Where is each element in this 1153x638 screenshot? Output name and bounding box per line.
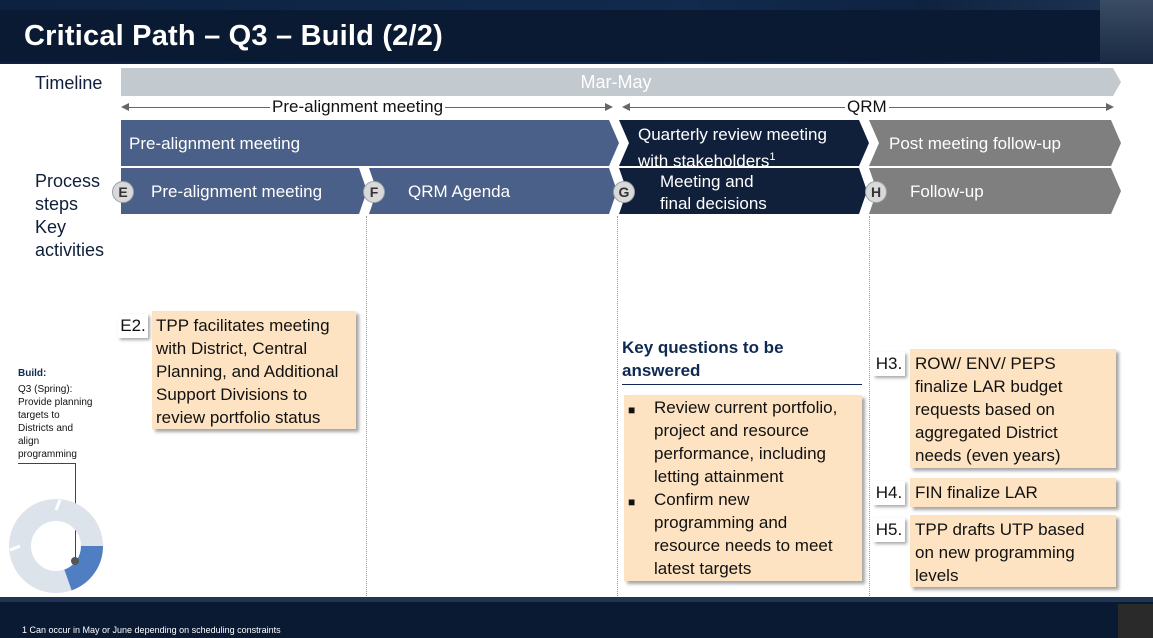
text-line: programming and xyxy=(654,513,788,532)
key-activities-label-line1: Key xyxy=(35,217,67,237)
footer-strip xyxy=(0,597,1153,602)
text-line: needs (even years) xyxy=(915,446,1061,465)
text-line: review portfolio status xyxy=(156,408,321,427)
bullet-icon: ■ xyxy=(628,403,636,417)
text-line: TPP drafts UTP based xyxy=(915,520,1085,539)
activity-card-e2 xyxy=(152,311,356,429)
text-line: Confirm new xyxy=(654,490,750,509)
text-line: ROW/ ENV/ PEPS xyxy=(915,354,1056,373)
header-photo-strip xyxy=(1100,0,1153,64)
text-line: TPP facilitates meeting xyxy=(156,316,330,335)
activity-code-h3: H3. xyxy=(873,352,905,376)
column-divider xyxy=(366,216,367,596)
phase-label-pre-alignment: Pre-alignment meeting xyxy=(272,97,444,116)
key-questions-list xyxy=(624,395,862,581)
key-question-item xyxy=(628,396,858,488)
activity-h-label: Follow-up xyxy=(910,182,984,201)
build-note-rule xyxy=(18,463,76,464)
process-steps-label-line2: steps xyxy=(35,194,79,214)
text-line: latest targets xyxy=(654,559,752,578)
timeline-period: Mar-May xyxy=(580,72,652,92)
text-line: finalize LAR budget xyxy=(915,377,1063,396)
chevron-activity-h xyxy=(869,168,1121,214)
text-line: requests based on xyxy=(915,400,1055,419)
step-marker-e: E xyxy=(112,181,134,203)
footnote-marker: 1 xyxy=(769,151,776,163)
activity-card-e2-text xyxy=(152,311,356,432)
arrow-right-icon xyxy=(605,103,613,111)
phase-label-qrm: QRM xyxy=(847,97,887,116)
column-divider xyxy=(617,216,618,596)
build-note xyxy=(18,367,108,461)
text-line: levels xyxy=(915,566,959,585)
process-step-post-meeting: Post meeting follow-up xyxy=(889,134,1061,153)
activity-card-h5 xyxy=(910,515,1116,587)
text-line: Planning, and Additional xyxy=(156,362,339,381)
timeline-label: Timeline xyxy=(35,73,103,93)
key-activities-label-line2: activities xyxy=(35,240,105,260)
footer-photo-thumb xyxy=(1118,604,1153,638)
activity-code-e2: E2. xyxy=(118,314,148,338)
text-line: on new programming xyxy=(915,543,1075,562)
text-line: performance, including xyxy=(654,444,826,463)
process-steps-label-line1: Process xyxy=(35,171,101,191)
activity-card-h4 xyxy=(910,478,1116,507)
text-line: FIN finalize LAR xyxy=(915,483,1038,502)
activity-code-h4: H4. xyxy=(873,481,905,505)
process-step-pre-alignment: Pre-alignment meeting xyxy=(129,134,301,153)
process-step-quarterly-review xyxy=(638,124,827,173)
activity-card-h3-text xyxy=(910,349,1116,470)
text-line: aggregated District xyxy=(915,423,1058,442)
key-question-text xyxy=(654,396,837,488)
text-line: Support Divisions to xyxy=(156,385,308,404)
key-questions-card xyxy=(624,395,862,581)
activity-code-h5: H5. xyxy=(873,518,905,542)
page-title: Critical Path – Q3 – Build (2/2) xyxy=(24,20,443,52)
column-divider xyxy=(869,216,870,596)
key-questions-title-line2: answered xyxy=(622,361,701,380)
text-line: project and resource xyxy=(654,421,809,440)
text-line: Provide planning xyxy=(18,397,93,408)
text-line: align xyxy=(18,436,40,447)
text-line: letting attainment xyxy=(654,467,784,486)
process-steps-label xyxy=(35,170,100,216)
text-line: Districts and xyxy=(18,423,74,434)
key-questions-heading xyxy=(622,336,862,382)
text-line: Review current portfolio, xyxy=(654,398,838,417)
build-note-heading: Build: xyxy=(18,368,47,379)
activity-card-h5-text xyxy=(910,515,1116,590)
key-questions-underline xyxy=(622,384,862,385)
key-question-text xyxy=(654,488,833,580)
activity-f-label: QRM Agenda xyxy=(408,182,511,201)
step-marker-g: G xyxy=(613,181,635,203)
cycle-donut-icon xyxy=(8,498,104,594)
key-question-item xyxy=(628,488,858,580)
activity-card-h3 xyxy=(910,349,1116,468)
bullet-icon: ■ xyxy=(628,495,636,509)
text-line: with District, Central xyxy=(156,339,308,358)
text-line: targets to xyxy=(18,410,60,421)
text-line: resource needs to meet xyxy=(654,536,833,555)
activity-e-label: Pre-alignment meeting xyxy=(151,182,323,201)
activity-card-h4-text xyxy=(910,478,1116,507)
text-line: Q3 (Spring): xyxy=(18,384,73,395)
key-questions-title-line1: Key questions to be xyxy=(622,338,784,357)
step-marker-f: F xyxy=(363,181,385,203)
activity-g-label-line2: final decisions xyxy=(660,194,767,213)
process-step-quarterly-review-line2: with stakeholders xyxy=(638,151,770,171)
activity-g-label xyxy=(660,171,767,215)
footnote: 1 Can occur in May or June depending on scheduling constraints xyxy=(22,625,281,635)
step-marker-h: H xyxy=(865,181,887,203)
process-step-quarterly-review-line1: Quarterly review meeting xyxy=(638,125,827,144)
key-activities-label xyxy=(35,216,104,262)
arrow-right-icon xyxy=(1106,103,1114,111)
activity-g-label-line1: Meeting and xyxy=(660,172,754,191)
text-line: programming xyxy=(18,449,77,460)
